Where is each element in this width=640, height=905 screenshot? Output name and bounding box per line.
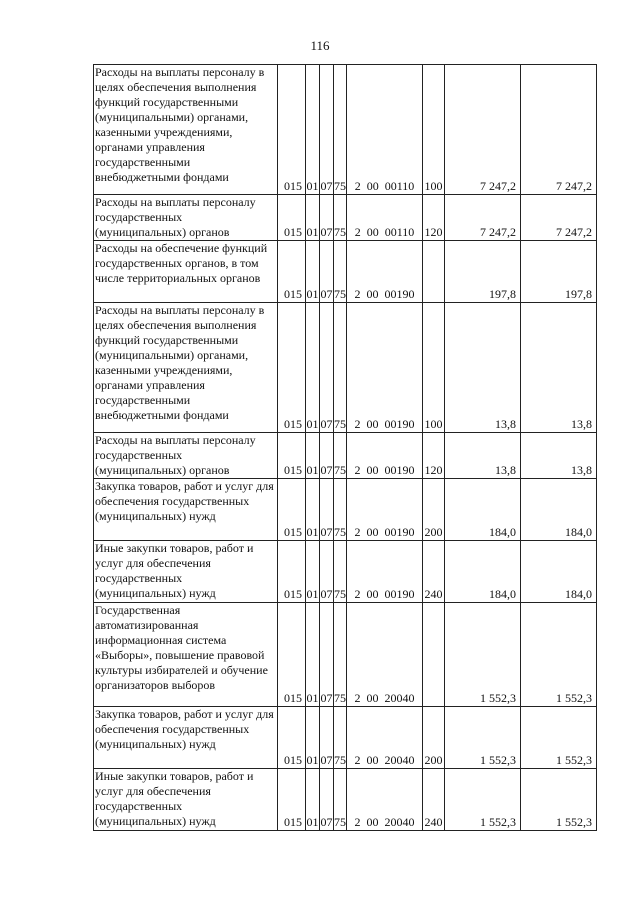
- pr-code-cell: 07: [320, 241, 334, 303]
- vr-code-cell: 120: [423, 195, 445, 241]
- rz-code-cell: 01: [306, 479, 320, 541]
- csr-code: 2 00 00190: [354, 287, 415, 301]
- row-name-cell: Иные закупки товаров, работ и услуг для обеспечения государственных (муниципальных) нужд: [94, 769, 278, 831]
- csr-program-cell: [334, 65, 347, 195]
- csr-code: 2 00 20040: [354, 815, 415, 829]
- csr-code-cell: [347, 479, 423, 541]
- csr-program-cell: [334, 541, 347, 603]
- csr-program-code: 75: [334, 179, 346, 193]
- rz-code-cell: 01: [306, 603, 320, 707]
- ved-code-cell: 015: [278, 65, 306, 195]
- csr-program-code: 75: [334, 287, 346, 301]
- vr-code-cell: 240: [423, 769, 445, 831]
- ved-code-cell: 015: [278, 707, 306, 769]
- table-row: [94, 241, 597, 303]
- row-name-cell: Иные закупки товаров, работ и услуг для обеспечения государственных (муниципальных) нужд: [94, 541, 278, 603]
- table-row: [94, 433, 597, 479]
- csr-code: 2 00 20040: [354, 753, 415, 767]
- csr-code: 2 00 00190: [354, 463, 415, 477]
- page-number: 116: [310, 38, 330, 53]
- ved-code-cell: 015: [278, 433, 306, 479]
- rz-code-cell: 01: [306, 195, 320, 241]
- pr-code-cell: 07: [320, 603, 334, 707]
- csr-program-code: 75: [334, 691, 346, 705]
- sum-cell-1: 7 247,2: [445, 195, 521, 241]
- csr-program-code: 75: [334, 587, 346, 601]
- rz-code-cell: 01: [306, 707, 320, 769]
- vr-code-cell: 240: [423, 541, 445, 603]
- table-row: [94, 707, 597, 769]
- sum-cell-2: 13,8: [521, 433, 597, 479]
- csr-code: 2 00 00190: [354, 525, 415, 539]
- row-name-cell: Расходы на выплаты персоналу государственных (муниципальных) органов: [94, 195, 278, 241]
- pr-code-cell: 07: [320, 769, 334, 831]
- pr-code-cell: 07: [320, 707, 334, 769]
- vr-code-cell: 100: [423, 65, 445, 195]
- pr-code-cell: 07: [320, 541, 334, 603]
- pr-code-cell: 07: [320, 65, 334, 195]
- rz-code-cell: 01: [306, 433, 320, 479]
- vr-code-cell: [423, 603, 445, 707]
- pr-code-cell: 07: [320, 303, 334, 433]
- vr-code-cell: 200: [423, 479, 445, 541]
- pr-code-cell: 07: [320, 433, 334, 479]
- csr-program-cell: [334, 195, 347, 241]
- csr-code-cell: [347, 707, 423, 769]
- csr-program-code: 75: [334, 525, 346, 539]
- ved-code-cell: 015: [278, 241, 306, 303]
- csr-code: 2 00 00110: [354, 225, 415, 239]
- pr-code-cell: 07: [320, 195, 334, 241]
- csr-code-cell: [347, 65, 423, 195]
- csr-program-cell: [334, 707, 347, 769]
- csr-program-code: 75: [334, 463, 346, 477]
- vr-code-cell: 100: [423, 303, 445, 433]
- table-row: [94, 479, 597, 541]
- rz-code-cell: 01: [306, 241, 320, 303]
- budget-table: [93, 64, 597, 831]
- csr-program-cell: [334, 303, 347, 433]
- csr-program-code: 75: [334, 417, 346, 431]
- table-row: [94, 195, 597, 241]
- csr-program-code: 75: [334, 225, 346, 239]
- ved-code-cell: 015: [278, 479, 306, 541]
- csr-program-code: 75: [334, 753, 346, 767]
- sum-cell-1: 197,8: [445, 241, 521, 303]
- rz-code-cell: 01: [306, 769, 320, 831]
- sum-cell-1: 7 247,2: [445, 65, 521, 195]
- sum-cell-2: 197,8: [521, 241, 597, 303]
- csr-program-cell: [334, 479, 347, 541]
- sum-cell-2: 184,0: [521, 479, 597, 541]
- sum-cell-1: 13,8: [445, 303, 521, 433]
- row-name-cell: Закупка товаров, работ и услуг для обеспечения государственных (муниципальных) нужд: [94, 707, 278, 769]
- sum-cell-2: 7 247,2: [521, 65, 597, 195]
- vr-code-cell: 120: [423, 433, 445, 479]
- csr-code-cell: [347, 541, 423, 603]
- rz-code-cell: 01: [306, 65, 320, 195]
- row-name-cell: Расходы на выплаты персоналу в целях обеспечения выполнения функций государственными (муниципальными) органами, казенными учреждениями, органами управления государственными внебюджетными фондами: [94, 65, 278, 195]
- row-name-cell: Расходы на обеспечение функций государственных органов, в том числе территориальных органов: [94, 241, 278, 303]
- csr-program-code: 75: [334, 815, 346, 829]
- sum-cell-1: 184,0: [445, 541, 521, 603]
- sum-cell-2: 1 552,3: [521, 707, 597, 769]
- sum-cell-2: 1 552,3: [521, 603, 597, 707]
- sum-cell-2: 184,0: [521, 541, 597, 603]
- sum-cell-2: 13,8: [521, 303, 597, 433]
- csr-code-cell: [347, 241, 423, 303]
- ved-code-cell: 015: [278, 195, 306, 241]
- table-row: [94, 769, 597, 831]
- csr-code-cell: [347, 303, 423, 433]
- table-row: [94, 303, 597, 433]
- csr-code-cell: [347, 603, 423, 707]
- sum-cell-1: 1 552,3: [445, 769, 521, 831]
- csr-code-cell: [347, 195, 423, 241]
- csr-program-cell: [334, 769, 347, 831]
- csr-program-cell: [334, 603, 347, 707]
- sum-cell-1: 1 552,3: [445, 603, 521, 707]
- rz-code-cell: 01: [306, 541, 320, 603]
- csr-code-cell: [347, 433, 423, 479]
- table-row: [94, 541, 597, 603]
- rz-code-cell: 01: [306, 303, 320, 433]
- row-name-cell: Расходы на выплаты персоналу в целях обеспечения выполнения функций государственными (муниципальными) органами, казенными учреждениями, органами управления государственными внебюджетными фондами: [94, 303, 278, 433]
- sum-cell-2: 7 247,2: [521, 195, 597, 241]
- table-row: [94, 603, 597, 707]
- ved-code-cell: 015: [278, 303, 306, 433]
- csr-program-cell: [334, 241, 347, 303]
- table-body: [94, 65, 597, 831]
- csr-code: 2 00 00110: [354, 179, 415, 193]
- row-name-cell: Расходы на выплаты персоналу государственных (муниципальных) органов: [94, 433, 278, 479]
- table-row: [94, 65, 597, 195]
- sum-cell-1: 1 552,3: [445, 707, 521, 769]
- vr-code-cell: 200: [423, 707, 445, 769]
- sum-cell-2: 1 552,3: [521, 769, 597, 831]
- ved-code-cell: 015: [278, 769, 306, 831]
- sum-cell-1: 13,8: [445, 433, 521, 479]
- pr-code-cell: 07: [320, 479, 334, 541]
- csr-program-cell: [334, 433, 347, 479]
- vr-code-cell: [423, 241, 445, 303]
- ved-code-cell: 015: [278, 603, 306, 707]
- csr-code: 2 00 00190: [354, 587, 415, 601]
- row-name-cell: Государственная автоматизированная информационная система «Выборы», повышение правовой культуры избирателей и обучение организаторов выборов: [94, 603, 278, 707]
- csr-code-cell: [347, 769, 423, 831]
- sum-cell-1: 184,0: [445, 479, 521, 541]
- ved-code-cell: 015: [278, 541, 306, 603]
- csr-code: 2 00 20040: [354, 691, 415, 705]
- row-name-cell: Закупка товаров, работ и услуг для обеспечения государственных (муниципальных) нужд: [94, 479, 278, 541]
- csr-code: 2 00 00190: [354, 417, 415, 431]
